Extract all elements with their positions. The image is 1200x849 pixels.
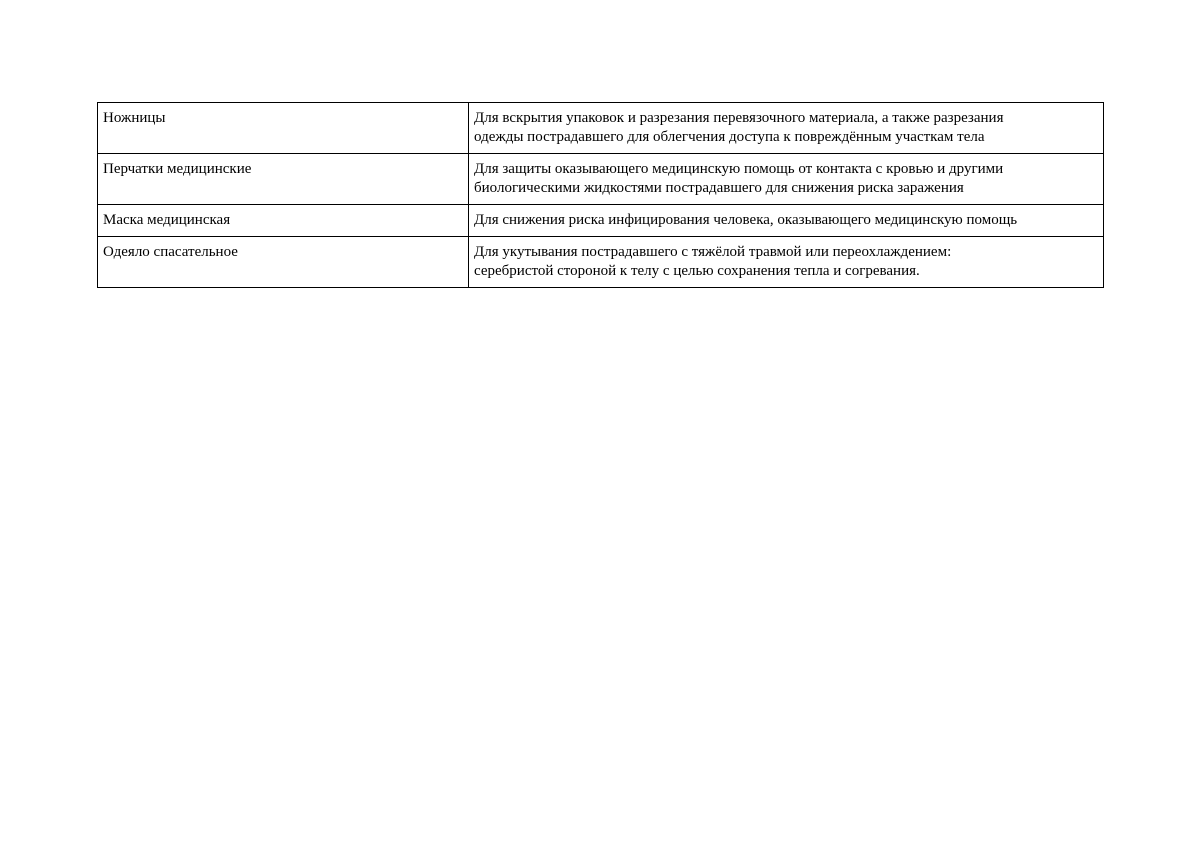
table-row [98, 154, 1104, 205]
item-name: Маска медицинская [103, 212, 231, 228]
purpose-line: Для укутывания пострадавшего с тяжёлой травмой или переохлаждением: [474, 244, 952, 260]
purpose-line: биологическими жидкостями пострадавшего для снижения риска заражения [474, 180, 964, 196]
table-row [98, 205, 1104, 237]
item-name: Ножницы [103, 110, 166, 126]
purpose-line: Для снижения риска инфицирования человека, оказывающего медицинскую помощь [474, 212, 1018, 228]
item-purpose-cell [469, 154, 1104, 205]
purpose-line: Для защиты оказывающего медицинскую помощь от контакта с кровью и другими [474, 161, 1004, 177]
item-name: Перчатки медицинские [103, 161, 252, 177]
item-name-cell [98, 237, 469, 288]
first-aid-items-table [97, 102, 1104, 288]
table-row [98, 103, 1104, 154]
item-purpose-cell [469, 205, 1104, 237]
item-name-cell [98, 154, 469, 205]
purpose-line: Для вскрытия упаковок и разрезания перевязочного материала, а также разрезания [474, 110, 1004, 126]
item-purpose-cell [469, 237, 1104, 288]
purpose-line: одежды пострадавшего для облегчения доступа к повреждённым участкам тела [474, 129, 985, 145]
item-name-cell [98, 103, 469, 154]
item-name-cell [98, 205, 469, 237]
item-purpose-cell [469, 103, 1104, 154]
purpose-line: серебристой стороной к телу с целью сохранения тепла и согревания. [474, 263, 920, 279]
item-name: Одеяло спасательное [103, 244, 238, 260]
table-row [98, 237, 1104, 288]
